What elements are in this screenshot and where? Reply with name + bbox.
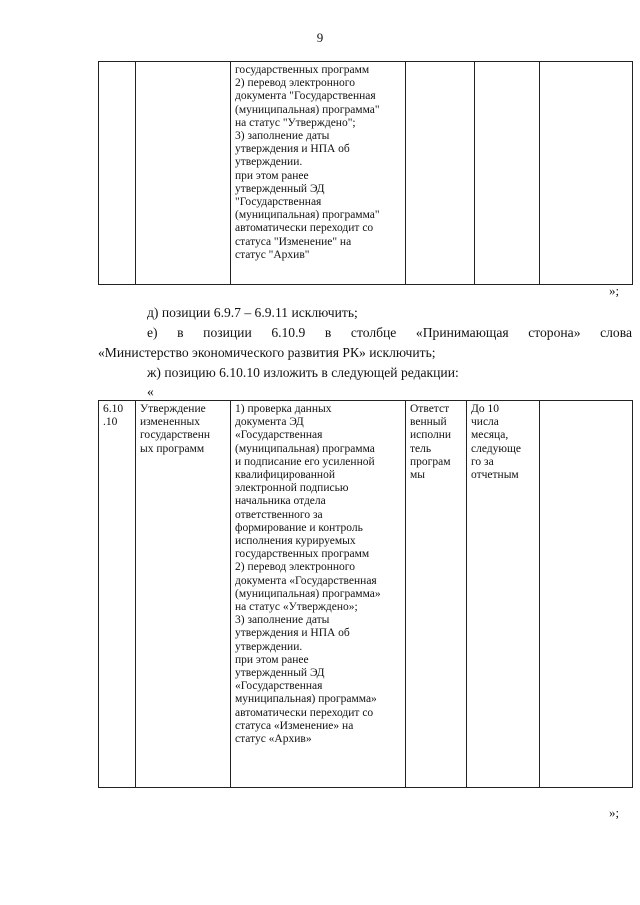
cell-steps	[231, 62, 406, 285]
cell-line: следующе	[471, 442, 521, 455]
cell-number	[99, 62, 136, 285]
page-number: 9	[316, 30, 324, 45]
cell-line: 2) перевод электронного	[235, 77, 355, 90]
closing-quote: »;	[609, 283, 620, 298]
closing-quote: »;	[609, 805, 620, 820]
cell-line: «Государственная	[235, 680, 323, 693]
cell-line: .10	[103, 416, 118, 429]
cell-line: документа "Государственная	[235, 90, 376, 103]
cell-line: (муниципальная) программа»	[235, 587, 381, 600]
cell-line: статуса «Изменение» на	[235, 719, 354, 732]
cell-line: на статус "Утверждено";	[235, 116, 356, 129]
cell-line: государственных программ	[235, 548, 370, 561]
item-zh: ж) позицию 6.10.10 изложить в следующей редакции:	[147, 365, 459, 380]
cell-line: документа «Государственная	[235, 574, 377, 587]
cell-line: утвержденный ЭД	[235, 182, 325, 195]
cell-line: венный	[410, 416, 447, 429]
cell-line: (муниципальная) программа"	[235, 209, 380, 222]
cell-line: 6.10	[103, 403, 124, 415]
open-quote: «	[147, 384, 154, 399]
cell-steps	[231, 401, 406, 788]
cell-line: измененных	[140, 416, 200, 429]
cell-line: 2) перевод электронного	[235, 561, 355, 574]
table-row	[99, 62, 633, 285]
cell-line: утверждении.	[235, 156, 303, 169]
cell-deadline	[467, 401, 540, 788]
cell-line: числа	[471, 416, 499, 429]
cell-line: "Государственная	[235, 196, 322, 209]
cell-responsible	[406, 401, 467, 788]
cell-line: электронной подписью	[235, 482, 349, 495]
cell-line: програм	[410, 455, 451, 468]
word: е)	[147, 325, 158, 340]
table-row	[99, 401, 633, 788]
word: «Принимающая	[415, 325, 509, 340]
cell-line: (муниципальная) программа"	[235, 103, 380, 116]
cell-line: Утверждение	[140, 403, 206, 415]
word: сторона»	[528, 325, 581, 340]
cell-line: муниципальная) программа»	[235, 693, 377, 706]
item-e-line1	[147, 324, 632, 342]
cell-line: формирование и контроль	[235, 521, 363, 534]
cell-line: 1) проверка данных	[235, 403, 332, 415]
cell-line: До 10	[471, 403, 499, 415]
cell-line: ответственного за	[235, 508, 323, 521]
cell-line: Ответст	[410, 403, 450, 415]
item-e-line2: «Министерство экономического развития РК» исключить;	[98, 345, 436, 360]
cell-line: месяца,	[471, 429, 509, 442]
cell-line: утверждении.	[235, 640, 303, 653]
cell-line: при этом ранее	[235, 169, 309, 182]
table-new-position	[98, 400, 633, 788]
word: 6.10.9	[271, 325, 306, 340]
cell-line: статуса "Изменение" на	[235, 235, 352, 248]
cell-line: статус "Архив"	[235, 248, 310, 261]
cell-line: документа ЭД	[235, 416, 304, 429]
cell-line: начальника отдела	[235, 495, 326, 508]
cell-name	[136, 401, 231, 788]
word: столбце	[350, 325, 397, 340]
cell-line: при этом ранее	[235, 653, 309, 666]
cell-line: 3) заполнение даты	[235, 130, 330, 143]
table-previous-continuation	[98, 61, 633, 285]
cell-extra	[540, 401, 633, 788]
cell-number	[99, 401, 136, 788]
word: слова	[600, 325, 632, 340]
cell-line: отчетным	[471, 469, 519, 482]
cell-line: квалифицированной	[235, 469, 335, 482]
cell-line: утвержденный ЭД	[235, 667, 325, 680]
word: позиции	[203, 325, 252, 340]
cell-name	[136, 62, 231, 285]
cell-responsible	[406, 62, 475, 285]
cell-deadline	[475, 62, 540, 285]
word: в	[324, 325, 332, 340]
cell-line: мы	[410, 469, 426, 482]
cell-line: утверждения и НПА об	[235, 143, 350, 156]
cell-line: тель	[410, 442, 432, 455]
cell-line: «Государственная	[235, 429, 323, 442]
word: в	[177, 325, 184, 340]
cell-line: 3) заполнение даты	[235, 614, 330, 627]
cell-line: (муниципальная) программа	[235, 442, 375, 455]
cell-line: государственн	[140, 429, 211, 442]
cell-line: на статус «Утверждено»;	[235, 601, 358, 614]
cell-line: исполнения курируемых	[235, 535, 356, 548]
cell-line: го за	[471, 455, 494, 468]
cell-line: ых программ	[140, 442, 205, 455]
cell-line: и подписание его усиленной	[235, 455, 375, 468]
cell-line: исполни	[410, 429, 452, 442]
item-d: д) позиции 6.9.7 – 6.9.11 исключить;	[147, 305, 358, 320]
cell-extra	[540, 62, 633, 285]
cell-line: государственных программ	[235, 64, 370, 76]
cell-line: утверждения и НПА об	[235, 627, 350, 640]
cell-line: автоматически переходит со	[235, 706, 374, 719]
cell-line: статус «Архив»	[235, 733, 312, 746]
cell-line: автоматически переходит со	[235, 222, 374, 235]
